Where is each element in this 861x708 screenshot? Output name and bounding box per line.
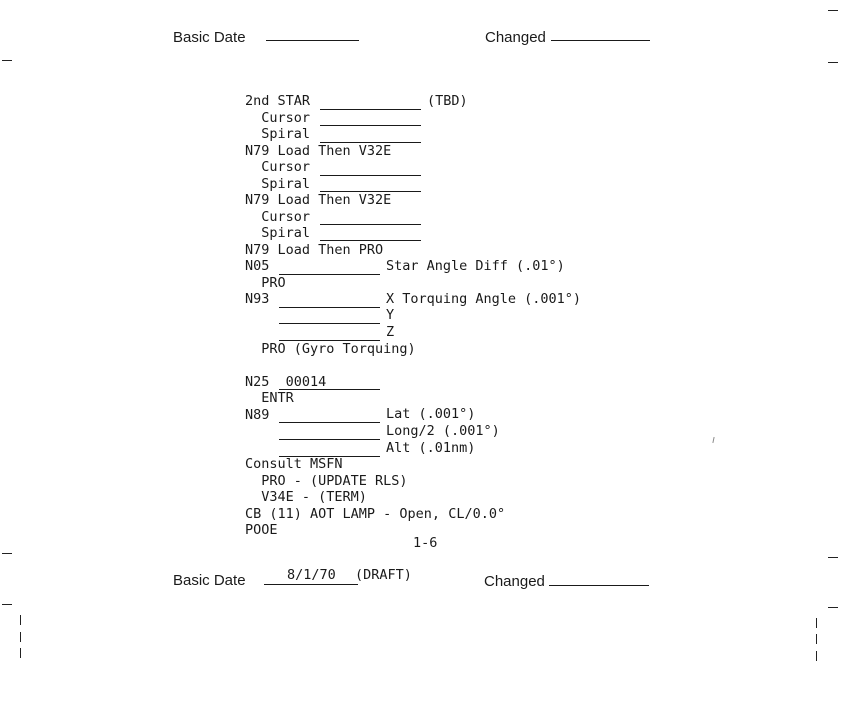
- margin-tick-left-2: [2, 553, 12, 554]
- margin-tick-left-v1: [20, 615, 21, 625]
- n05-label: Star Angle Diff (.01°): [386, 258, 565, 274]
- footer-basic-date-field: [264, 584, 358, 585]
- field-n93-y: [279, 323, 380, 324]
- tbd-note: (TBD): [427, 93, 468, 109]
- n89-long-label: Long/2 (.001°): [386, 423, 500, 439]
- procedure-line: POOE: [245, 522, 278, 538]
- footer-changed-field: [549, 585, 649, 586]
- margin-tick-right-2: [828, 557, 838, 558]
- field-n89-lat: [279, 422, 380, 423]
- margin-tick-right-v2: [816, 634, 817, 644]
- field-n89-alt: [279, 456, 380, 457]
- footer-changed-label: Changed: [484, 573, 545, 590]
- field-n93-z: [279, 340, 380, 341]
- header-changed-field: [551, 40, 650, 41]
- procedure-line: Cursor: [245, 159, 311, 175]
- margin-tick-left-1: [2, 60, 12, 61]
- procedure-line: PRO: [245, 274, 286, 291]
- procedure-line: Cursor: [245, 208, 311, 225]
- header-changed-label: Changed: [485, 29, 546, 46]
- procedure-line: Spiral: [245, 225, 311, 241]
- procedure-line: N93: [245, 291, 270, 307]
- n93-y-label: Y: [386, 307, 395, 323]
- header-basic-date-field: [266, 40, 359, 41]
- page-number: 1-6: [413, 535, 438, 551]
- procedure-line: 2nd STAR: [245, 93, 311, 109]
- n89-lat-label: Lat (.001°): [386, 406, 476, 422]
- field-spiral-2: [320, 191, 421, 192]
- n93-x-label: X Torquing Angle (.001°): [386, 291, 582, 307]
- procedure-block: [245, 93, 645, 553]
- margin-tick-right-v1: [816, 618, 817, 628]
- field-n05: [279, 274, 380, 275]
- procedure-line: Cursor: [245, 109, 311, 126]
- procedure-line: PRO - (UPDATE RLS): [245, 472, 408, 489]
- field-spiral-3: [320, 240, 421, 241]
- procedure-line: Spiral: [245, 126, 311, 142]
- header-basic-date-label: Basic Date: [173, 29, 246, 46]
- margin-tick-right-1: [828, 62, 838, 63]
- field-cursor-2: [320, 175, 421, 176]
- field-n93-x: [279, 307, 380, 308]
- margin-tick-left-3: [2, 604, 12, 605]
- field-n89-long: [279, 439, 380, 440]
- margin-tick-left-v2: [20, 632, 21, 642]
- procedure-line: N05: [245, 258, 270, 274]
- margin-tick-right-3: [828, 607, 838, 608]
- margin-tick-left-v3: [20, 648, 21, 658]
- field-cursor-3: [320, 224, 421, 225]
- procedure-line: N79 Load Then PRO: [245, 241, 384, 258]
- footer-basic-date-value: 8/1/70: [287, 567, 336, 583]
- footer-draft-label: (DRAFT): [355, 567, 412, 583]
- procedure-line: PRO (Gyro Torquing): [245, 340, 416, 357]
- procedure-line: N79 Load Then V32E: [245, 192, 392, 208]
- procedure-line: Consult MSFN: [245, 456, 343, 472]
- procedure-line: Spiral: [245, 175, 311, 192]
- margin-tick-right-0: [828, 10, 838, 11]
- stray-mark: [712, 437, 714, 443]
- field-n25: [279, 389, 380, 390]
- procedure-line: N25 00014: [245, 373, 327, 390]
- procedure-line: N89: [245, 406, 270, 423]
- procedure-line: V34E - (TERM): [245, 489, 367, 505]
- footer-basic-date-label: Basic Date: [173, 572, 246, 589]
- n89-alt-label: Alt (.01nm): [386, 440, 476, 456]
- field-2nd-star: [320, 109, 421, 110]
- n93-z-label: Z: [386, 324, 395, 340]
- field-cursor-1: [320, 125, 421, 126]
- procedure-line: ENTR: [245, 390, 294, 406]
- field-spiral-1: [320, 142, 421, 143]
- margin-tick-right-v3: [816, 651, 817, 661]
- procedure-line: N79 Load Then V32E: [245, 142, 392, 159]
- procedure-line: CB (11) AOT LAMP - Open, CL/0.0°: [245, 505, 506, 522]
